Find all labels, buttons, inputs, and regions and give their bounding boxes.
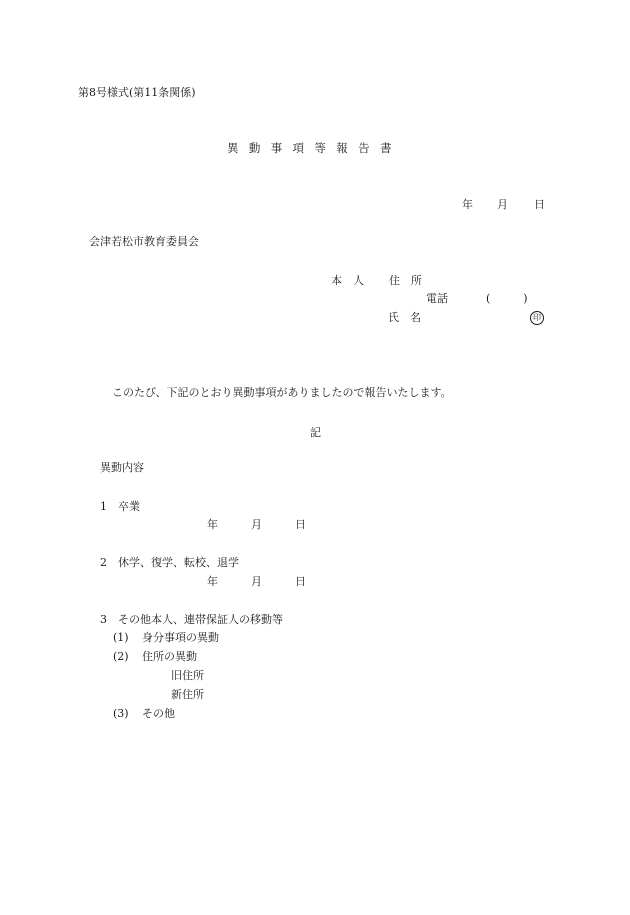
date-day-label: 日 [534, 198, 545, 211]
ki-heading: 記 [310, 426, 321, 439]
subitem-3-label: その他 [142, 707, 175, 720]
item-3-label: その他本人、連帯保証人の移動等 [118, 613, 283, 626]
item-1-date-line: 年 月 日 [207, 518, 306, 531]
item-2-label: 休学、復学、転校、退学 [118, 556, 239, 569]
reporter-name-label: 氏 名 [388, 311, 421, 324]
date-year-label: 年 [462, 198, 473, 211]
reporter-phone-label: 電話 [426, 292, 448, 305]
reporter-phone-brackets: ( ) [486, 292, 528, 305]
item-2-date-line: 年 月 日 [207, 575, 306, 588]
subitem-2-number: (2) [113, 650, 129, 663]
item-1-number: 1 [100, 500, 107, 513]
document-title: 異動事項等報告書 [227, 141, 402, 155]
section-heading: 異動内容 [100, 461, 144, 474]
reporter-self-label: 本 人 [331, 274, 364, 287]
subitem-1-label: 身分事項の異動 [142, 631, 219, 644]
form-number: 第8号様式(第11条関係) [78, 86, 196, 99]
date-month-label: 月 [497, 198, 508, 211]
addressee: 会津若松市教育委員会 [89, 235, 199, 248]
subitem-2-detail-new-address: 新住所 [171, 688, 204, 701]
item-2-number: 2 [100, 556, 107, 569]
subitem-3-number: (3) [113, 707, 129, 720]
reporter-address-label: 住 所 [389, 274, 422, 287]
seal-mark: 印 [530, 311, 544, 325]
item-3-number: 3 [100, 613, 107, 626]
item-1-label: 卒業 [118, 500, 140, 513]
subitem-2-label: 住所の異動 [142, 650, 197, 663]
subitem-2-detail-old-address: 旧住所 [171, 669, 204, 682]
subitem-1-number: (1) [113, 631, 129, 644]
report-statement: このたび、下記のとおり異動事項がありましたので報告いたします。 [112, 386, 452, 399]
